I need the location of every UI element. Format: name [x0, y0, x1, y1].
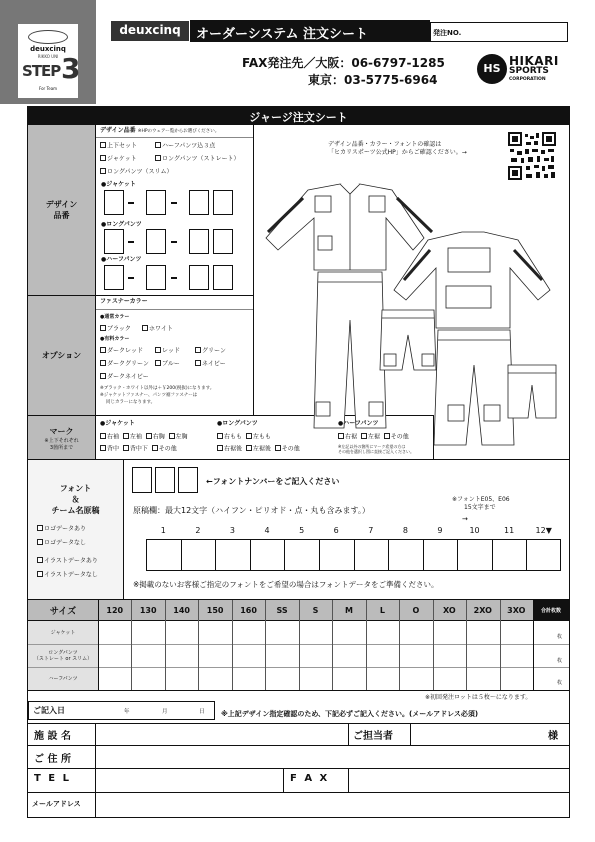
entry-date-field[interactable]: ご記入日 年 月 日 — [28, 701, 215, 720]
illust-data-no[interactable]: イラストデータなし — [37, 571, 98, 579]
step-badge — [18, 24, 81, 98]
mail-field[interactable] — [96, 793, 568, 817]
mark-label: マーク — [49, 426, 74, 436]
total-label: 合計枚数 — [540, 607, 561, 614]
size-col-header: 130 — [139, 605, 157, 615]
mark-long-row2[interactable]: 右裾後 左裾後 その他 — [217, 445, 300, 453]
manuscript-num: 2 — [195, 526, 201, 535]
size-col-header: O — [412, 605, 420, 615]
person-field[interactable] — [411, 724, 541, 745]
size-qty-cell[interactable] — [98, 643, 131, 666]
size-qty-cell[interactable] — [98, 667, 131, 690]
zipper-blue[interactable]: ブルー — [155, 360, 180, 368]
font-label-2: ＆ — [71, 494, 80, 504]
mark-jacket-row2[interactable]: 背中 背中下 その他 — [100, 445, 177, 453]
logo-data-no[interactable]: ロゴデータなし — [37, 539, 86, 547]
mark-jacket-row1[interactable]: 右袖 左袖 右胸 左胸 — [100, 433, 188, 441]
design-head: デザイン品番 ※HPのウェアー覧からお選びください。 — [100, 127, 220, 134]
size-qty-cell[interactable] — [466, 643, 499, 666]
sama-label: 様 — [548, 731, 558, 742]
size-qty-cell[interactable] — [299, 667, 332, 690]
design-code-box-half-4[interactable] — [213, 265, 233, 290]
size-qty-cell[interactable] — [366, 643, 399, 666]
qr-code-icon[interactable] — [508, 132, 556, 180]
size-qty-cell[interactable] — [232, 667, 265, 690]
design-jacket-label: ●ジャケット — [101, 181, 136, 188]
size-qty-cell[interactable] — [500, 643, 533, 666]
size-qty-cell[interactable] — [366, 667, 399, 690]
size-qty-cell[interactable] — [165, 667, 198, 690]
half-pants-front-icon — [380, 310, 436, 370]
fax-field[interactable] — [349, 769, 568, 792]
size-qty-cell[interactable] — [198, 620, 231, 643]
size-qty-cell[interactable] — [232, 620, 265, 643]
size-col-header: XO — [442, 605, 456, 615]
size-qty-cell[interactable] — [131, 643, 164, 666]
design-code-box-long-4[interactable] — [213, 229, 233, 254]
manuscript-num: 9 — [437, 526, 443, 535]
manuscript-num: 12▼ — [535, 526, 552, 535]
unit-jacket: 枚 — [557, 634, 563, 640]
mark-long-row1[interactable]: 右もも 左もも — [217, 433, 271, 441]
logo-text2: SPORTS — [509, 66, 549, 76]
manuscript-label: 原稿欄：最大12文字（ハイフン・ピリオド・点・丸も含みます。） — [133, 506, 370, 515]
design-code-box-half-2[interactable] — [146, 265, 166, 290]
design-code-dash — [128, 241, 134, 243]
mark-sub2: 3箇所まで — [49, 444, 74, 451]
facility-label: 施 設 名 — [34, 731, 71, 742]
fax-osaka: FAX発注先／大阪：06-6797-1285 — [242, 56, 445, 70]
step-number: 3 — [61, 52, 81, 85]
zipper-navy[interactable]: ネイビー — [195, 360, 226, 368]
garment-illustration — [258, 180, 558, 455]
illust-data-yes[interactable]: イラストデータあり — [37, 557, 98, 565]
size-qty-cell[interactable] — [399, 620, 432, 643]
hp-note: デザイン品番・カラー・フォントの確認は 「ヒカリスポーツ公式HP」からご確認ください。→ — [328, 141, 467, 157]
address-field[interactable] — [96, 746, 568, 768]
size-col-header: 160 — [240, 605, 257, 615]
size-qty-cell[interactable] — [165, 643, 198, 666]
size-qty-cell[interactable] — [466, 667, 499, 690]
zipper-green[interactable]: グリーン — [195, 347, 226, 355]
order-no-label: 発注NO. — [433, 29, 462, 37]
fax-tokyo: 東京：03-5775-6964 — [308, 73, 438, 87]
manuscript-num: 11 — [504, 526, 515, 535]
design-code-box-half-1[interactable] — [104, 265, 124, 290]
option-paid-label: ●有料カラー — [100, 336, 130, 342]
option-normal-label: ●通常カラー — [100, 314, 130, 320]
order-no-field[interactable] — [430, 22, 568, 42]
mark-long-label: ●ロングパンツ — [217, 420, 258, 427]
size-qty-cell[interactable] — [198, 667, 231, 690]
manuscript-num: 8 — [402, 526, 408, 535]
long-pants-front-icon — [314, 272, 386, 428]
jacket-front-icon — [266, 184, 432, 270]
size-qty-cell[interactable] — [332, 620, 365, 643]
design-code-dash — [171, 241, 177, 243]
design-code-box-jacket-3[interactable] — [189, 190, 209, 215]
size-qty-cell[interactable] — [500, 667, 533, 690]
design-opt-long-straight[interactable]: ロングパンツ（ストレート） — [155, 155, 240, 163]
size-qty-cell[interactable] — [299, 643, 332, 666]
design-code-box-jacket-1[interactable] — [104, 190, 124, 215]
size-qty-cell[interactable] — [433, 643, 466, 666]
design-code-box-long-3[interactable] — [189, 229, 209, 254]
sheet-title-bar — [28, 107, 569, 125]
font-no-box-1[interactable] — [132, 467, 152, 493]
size-qty-cell[interactable] — [500, 620, 533, 643]
unit-half: 枚 — [557, 680, 563, 686]
half-pants-back-icon — [508, 365, 556, 418]
manuscript-num: 6 — [333, 526, 339, 535]
mark-half-label: ●ハーフパンツ — [338, 420, 379, 427]
zipper-red[interactable]: レッド — [155, 347, 180, 355]
brand-box: deuxcinq — [119, 23, 181, 37]
size-qty-cell[interactable] — [433, 620, 466, 643]
brand-tagline: RIKKO UNI — [37, 54, 59, 59]
size-col-header: 150 — [206, 605, 224, 615]
zipper-darknavy[interactable]: ダークネイビー — [100, 373, 149, 381]
design-code-box-long-1[interactable] — [104, 229, 124, 254]
facility-field[interactable] — [96, 724, 348, 745]
entry-date-label: ご記入日 — [33, 706, 65, 715]
size-label: サイズ — [49, 606, 77, 617]
size-qty-cell[interactable] — [399, 667, 432, 690]
manuscript-num: 10 — [469, 526, 480, 535]
lot-note: ※初回発注ロットは５枚〜になります。 — [425, 694, 532, 701]
size-qty-cell[interactable] — [332, 667, 365, 690]
size-col-header: 3XO — [507, 605, 526, 615]
size-qty-cell[interactable] — [165, 620, 198, 643]
size-col-header: 2XO — [473, 605, 492, 615]
font-no-box-3[interactable] — [178, 467, 198, 493]
step-label: STEP — [22, 62, 61, 80]
font-no-box-2[interactable] — [155, 467, 175, 493]
page-title: オーダーシステム 注文シート — [196, 27, 368, 42]
design-label-1: デザイン — [45, 200, 78, 209]
zipper-black[interactable]: ブラック — [100, 325, 131, 333]
size-qty-cell[interactable] — [131, 620, 164, 643]
design-opt-half3[interactable]: ハーフパンツ込３点 — [155, 142, 215, 150]
tel-label: T E L — [34, 773, 71, 784]
fax-label: F A X — [290, 773, 330, 784]
design-code-box-jacket-4[interactable] — [213, 190, 233, 215]
logo-data-yes[interactable]: ロゴデータあり — [37, 525, 86, 533]
mark-sub1: ※上下それぞれ — [44, 437, 79, 444]
size-col-header: L — [379, 605, 385, 615]
manuscript-num: 3 — [229, 526, 235, 535]
design-long-label: ●ロングパンツ — [101, 221, 142, 228]
design-code-dash — [128, 202, 134, 204]
mark-jacket-label: ●ジャケット — [100, 420, 135, 427]
e05-note: ※フォントE05、E06 15文字まで — [452, 496, 510, 512]
design-code-box-jacket-2[interactable] — [146, 190, 166, 215]
manuscript-num: 5 — [299, 526, 305, 535]
row-long-label: ロングパンツ （ストレート or スリム） — [33, 649, 93, 662]
size-qty-cell[interactable] — [399, 643, 432, 666]
size-qty-cell[interactable] — [131, 667, 164, 690]
logo-text: HIKARI — [509, 54, 559, 68]
size-col-header: SS — [276, 605, 288, 615]
design-label-2: 品番 — [53, 211, 70, 220]
font-no-instruction: ←フォントナンバーをご記入ください — [206, 477, 340, 486]
design-code-box-half-3[interactable] — [189, 265, 209, 290]
person-label: ご担当者 — [353, 731, 393, 742]
brand-small: deuxcinq — [30, 45, 66, 53]
size-qty-cell[interactable] — [265, 620, 298, 643]
design-half-label: ●ハーフパンツ — [101, 256, 142, 263]
address-label: ご 住 所 — [34, 754, 71, 765]
zipper-white[interactable]: ホワイト — [142, 325, 173, 333]
zipper-darkred[interactable]: ダークレッド — [100, 347, 143, 355]
size-qty-cell[interactable] — [433, 667, 466, 690]
size-qty-cell[interactable] — [98, 620, 131, 643]
design-opt-jacket[interactable]: ジャケット — [100, 155, 137, 163]
step-sub: For Team — [38, 86, 58, 91]
sheet-title: ジャージ注文シート — [249, 111, 348, 124]
font-label-3: チーム名原稿 — [51, 505, 100, 515]
option-label: オプション — [41, 350, 82, 360]
size-qty-cell[interactable] — [366, 620, 399, 643]
e05-arrow: → — [462, 515, 468, 523]
tel-field[interactable] — [96, 769, 282, 792]
size-qty-cell[interactable] — [332, 643, 365, 666]
size-col-header: M — [344, 605, 353, 615]
unit-long: 枚 — [557, 658, 563, 664]
manuscript-num: 1 — [160, 526, 166, 535]
size-qty-cell[interactable] — [265, 667, 298, 690]
size-col-header: 140 — [173, 605, 190, 615]
ring-logo-icon — [28, 30, 68, 44]
row-half-label: ハーフパンツ — [48, 675, 78, 682]
option-notes: ※ブラック・ホワイト以外は＋￥200(税抜)になります。 ※ジャケットファスナー、パンツ裾ファスナーは 同じカラーになります。 — [100, 386, 215, 405]
design-opt-long-slim[interactable]: ロングパンツ（スリム） — [100, 168, 173, 176]
size-col-header: S — [312, 605, 319, 615]
size-qty-cell[interactable] — [232, 643, 265, 666]
option-head: ファスナーカラー — [100, 298, 148, 305]
design-code-dash — [171, 277, 177, 279]
design-opt-set[interactable]: 上下セット — [100, 142, 137, 150]
row-jacket-label: ジャケット — [50, 629, 76, 636]
manuscript-num: 4 — [264, 526, 270, 535]
size-qty-cell[interactable] — [198, 643, 231, 666]
size-col-header: 120 — [106, 605, 124, 615]
long-pants-back-icon — [434, 330, 514, 445]
mark-half-row[interactable]: 右裾 左裾 その他 — [338, 433, 409, 441]
design-code-dash — [128, 277, 134, 279]
manuscript-num: 7 — [368, 526, 374, 535]
font-label-1: フォント — [59, 483, 92, 493]
size-qty-cell[interactable] — [466, 620, 499, 643]
logo-sub: CORPORATION — [509, 77, 546, 82]
design-code-dash — [171, 202, 177, 204]
mark-half-note: ※左記以外の箇所にマーク希望の方は その他を選択し図に直接ご記入ください。 — [338, 444, 414, 455]
title-bar — [110, 20, 430, 42]
mail-label: メールアドレス — [32, 800, 81, 808]
size-qty-cell[interactable] — [299, 620, 332, 643]
hikari-logo-icon: HS — [477, 54, 507, 84]
design-code-box-long-2[interactable] — [146, 229, 166, 254]
font-note: ※掲載のないお客様ご指定のフォントをご希望の場合はフォントデータをご準備ください。 — [133, 580, 439, 589]
confirm-note: ※上記デザイン指定確認のため、下記必ずご記入ください。(メールアドレス必須) — [221, 710, 479, 718]
zipper-darkgreen[interactable]: ダークグリーン — [100, 360, 149, 368]
size-qty-cell[interactable] — [265, 643, 298, 666]
